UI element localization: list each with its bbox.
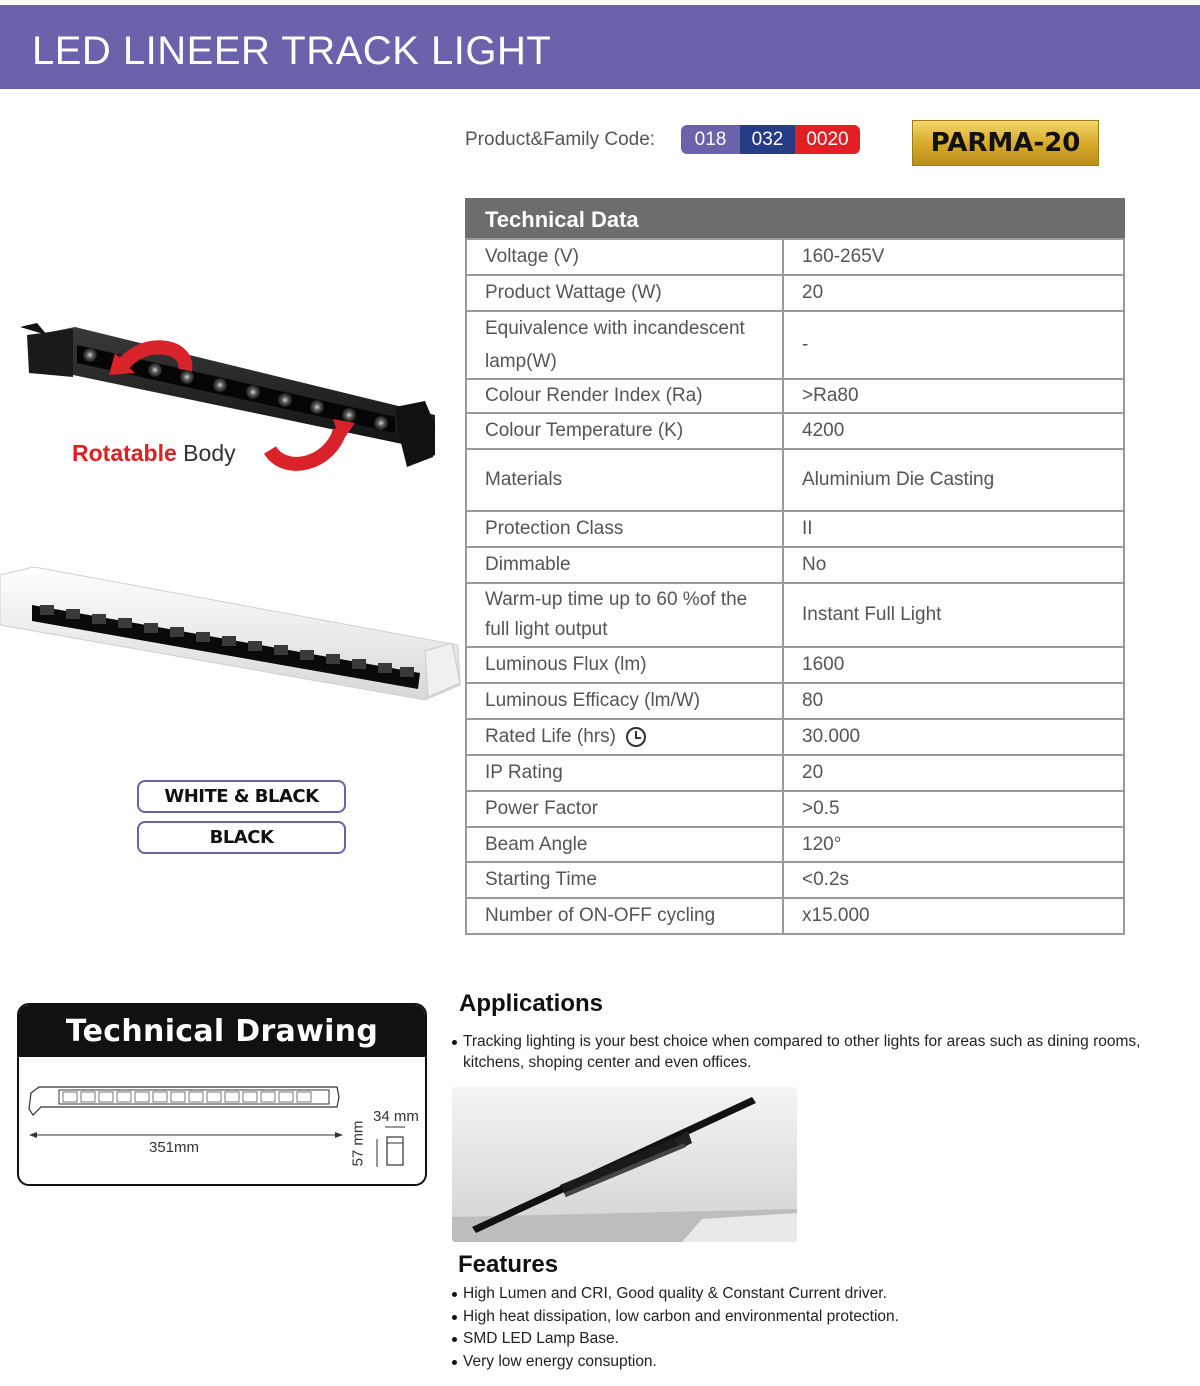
row-value: 1600 (783, 647, 1124, 683)
page-title: LED LINEER TRACK LIGHT (32, 29, 552, 73)
row-label: Protection Class (466, 511, 783, 547)
page-header (0, 5, 1200, 89)
features-title: Features (458, 1251, 559, 1278)
row-label: Colour Temperature (K) (466, 413, 783, 449)
table-row (466, 755, 1124, 791)
row-value: x15.000 (783, 898, 1124, 934)
list-item: Very low energy consuption. (452, 1351, 1182, 1374)
product-code-part2: 032 (740, 125, 795, 154)
row-label: IP Rating (466, 755, 783, 791)
row-label (466, 719, 783, 755)
clock-icon (626, 727, 646, 747)
row-value: 80 (783, 683, 1124, 719)
row-value: >Ra80 (783, 379, 1124, 413)
drawing-led-cells (63, 1092, 311, 1102)
row-label: Equivalence with incandescent lamp(W) (466, 311, 783, 379)
model-badge: PARMA-20 (912, 120, 1099, 166)
row-label: Number of ON-OFF cycling (466, 898, 783, 934)
product-code (681, 125, 860, 154)
rotatable-highlight: Rotatable (72, 440, 177, 466)
row-label: Beam Angle (466, 827, 783, 862)
table-row (466, 862, 1124, 898)
drawing-length-label: 351mm (149, 1139, 200, 1156)
table-row (466, 898, 1124, 934)
list-item: High Lumen and CRI, Good quality & Constant Current driver. (452, 1283, 1182, 1306)
table-row (466, 379, 1124, 413)
table-row (466, 827, 1124, 862)
technical-data-title: Technical Data (465, 198, 1125, 238)
row-label: Power Factor (466, 791, 783, 827)
drawing-height-label: 57 mm (349, 1120, 367, 1167)
row-label: Starting Time (466, 862, 783, 898)
row-value: - (783, 311, 1124, 379)
table-row (466, 547, 1124, 583)
rotatable-body-label (72, 440, 236, 467)
row-value: 120° (783, 827, 1124, 862)
table-row (466, 511, 1124, 547)
row-label: Dimmable (466, 547, 783, 583)
drawing-width-label: 34 mm (373, 1108, 419, 1125)
product-code-part1: 018 (681, 125, 740, 154)
white-track-light-image (0, 555, 462, 715)
table-row (466, 683, 1124, 719)
row-label: Product Wattage (W) (466, 275, 783, 311)
row-value: 20 (783, 275, 1124, 311)
product-code-part3: 0020 (795, 125, 860, 154)
row-value: No (783, 547, 1124, 583)
rotate-arrow-bottom (270, 430, 340, 464)
product-code-label: Product&Family Code: (465, 129, 656, 150)
table-row (466, 413, 1124, 449)
row-label: Voltage (V) (466, 239, 783, 275)
application-photo (452, 1087, 797, 1242)
table-row (466, 719, 1124, 755)
row-label: Luminous Efficacy (lm/W) (466, 683, 783, 719)
list-item: SMD LED Lamp Base. (452, 1328, 1182, 1351)
features-list (452, 1283, 1182, 1373)
table-row (466, 583, 1124, 647)
rotatable-rest: Body (176, 440, 236, 466)
row-label: Luminous Flux (lm) (466, 647, 783, 683)
rated-life-label: Rated Life (hrs) (485, 726, 616, 747)
technical-drawing-title: Technical Drawing (19, 1005, 425, 1057)
list-item: High heat dissipation, low carbon and environmental protection. (452, 1306, 1182, 1329)
row-value: 160-265V (783, 239, 1124, 275)
table-row (466, 311, 1124, 379)
applications-list (452, 1031, 1182, 1073)
row-label: Materials (466, 449, 783, 511)
color-option-white-black: WHITE & BLACK (137, 780, 346, 813)
row-label: Warm-up time up to 60 %of the full light output (466, 583, 783, 647)
table-row (466, 239, 1124, 275)
row-value: 4200 (783, 413, 1124, 449)
technical-drawing (17, 1003, 427, 1186)
color-option-black: BLACK (137, 821, 346, 854)
row-value: Aluminium Die Casting (783, 449, 1124, 511)
row-value: <0.2s (783, 862, 1124, 898)
table-row (466, 449, 1124, 511)
list-item: Tracking lighting is your best choice when compared to other lights for areas such as dining rooms, kitchens, shoping center and even offices. (452, 1031, 1182, 1073)
row-value: II (783, 511, 1124, 547)
table-row (466, 275, 1124, 311)
table-row (466, 791, 1124, 827)
row-label: Colour Render Index (Ra) (466, 379, 783, 413)
table-row (466, 647, 1124, 683)
technical-data-table (465, 198, 1125, 935)
row-value: 20 (783, 755, 1124, 791)
row-value: >0.5 (783, 791, 1124, 827)
applications-title: Applications (459, 990, 604, 1017)
row-value: Instant Full Light (783, 583, 1124, 647)
row-value: 30.000 (783, 719, 1124, 755)
